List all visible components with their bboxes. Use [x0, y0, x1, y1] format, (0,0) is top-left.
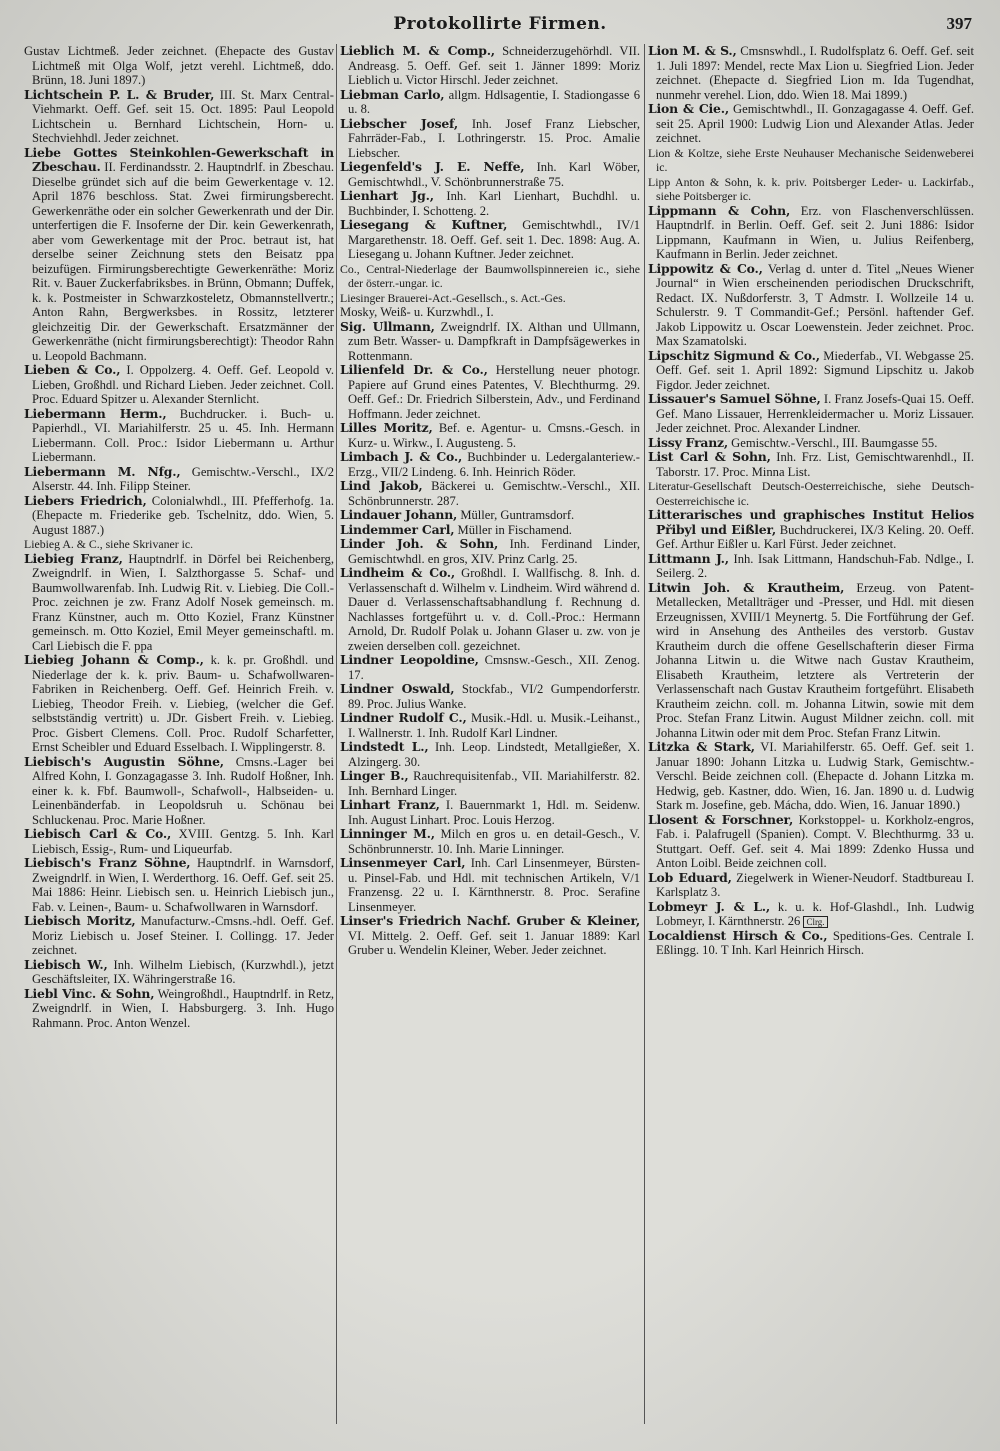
directory-entry	[24, 653, 334, 755]
firm-name: Lienhart Jg.,	[340, 188, 434, 203]
directory-entry	[340, 508, 640, 523]
directory-entry	[340, 537, 640, 566]
entry-text: Inh. Frz. List, Gemischtwarenhdl., II. Taborstr. 17. Proc. Minna List.	[656, 450, 974, 479]
firm-name: Lion M. & S.,	[648, 43, 737, 58]
entry-text: Müller in Fischamend.	[457, 522, 572, 537]
entry-text: VI. Mariahilferstr. 65. Oeff. Gef. seit 1. Januar 1890: Johann Litzka u. Ludwig Stark, Gemischtw.-Verschl. Beide zeichnen coll. (Ehepacte d. Johann Litzka m. Hedwig, geb. Kastner, ddo. Wien, 16. Jan. 1890 u. d. Ludwig Stark m. Josefine, geb. Mácha, ddo. Wien, 16. Januar 1890.)	[656, 740, 974, 812]
entry-text: Mosky, Weiß- u. Kurzwhdl., I.	[340, 305, 494, 319]
firm-name: Liebers Friedrich,	[24, 492, 147, 508]
entry-text: Gemischtw.-Verschl., IX/2 Alserstr. 44. Inh. Filipp Steiner.	[32, 464, 334, 493]
directory-entry	[340, 856, 640, 914]
entry-text: III. St. Marx Central-Viehmarkt. Oeff. Gef. seit 15. Oct. 1895: Paul Leopold Lichtschein u. Bernhard Lichtschein, Horn- u. Stechviehhdl. Jeder zeichnet.	[32, 87, 334, 145]
directory-entry	[340, 769, 640, 798]
entry-text: Erz. von Flaschenverschlüssen. Hauptndrlf. in Berlin. Oeff. Gef. seit 2. Juni 1886: Isidor Lippmann, Kaufmann in Wien, u. Julius Reifenberg, Kaufmann in Berlin. Jeder zeichnet.	[656, 203, 974, 261]
column-divider	[644, 44, 645, 1424]
directory-entry	[340, 262, 640, 291]
entry-text: Lipp Anton & Sohn, k. k. priv. Poitsberger Leder- u. Lackirfab., siehe Poitsberger ic.	[648, 174, 974, 203]
firm-name: Littmann J.,	[648, 550, 729, 566]
directory-entry	[340, 740, 640, 769]
firm-name: Lindstedt L.,	[340, 739, 429, 754]
entry-text: Inh. Karl Lienhart, Buchdhl. u. Buchbinder, I. Schotteng. 2.	[348, 189, 640, 218]
firm-name: Litterarisches und graphisches Institut Helios Přibyl und Eißler,	[648, 507, 974, 537]
directory-entry	[648, 508, 974, 552]
directory-entry	[24, 494, 334, 538]
firm-name: Lindner Oswald,	[340, 681, 455, 696]
entry-text: Zweigndrlf. IX. Althan und Ullmann, zum Betr. Wasser- u. Dampfkraft in Dampfsägewerkes in Rottenmann.	[348, 319, 640, 363]
directory-entry	[340, 218, 640, 262]
directory-entry	[24, 537, 334, 552]
directory-entry	[340, 711, 640, 740]
firm-name: Lieblich M. & Comp.,	[340, 43, 495, 58]
entry-text: k. u. k. Hof-Glashdl., Inh. Ludwig Lobmeyr, I. Kärnthnerstr. 26	[656, 899, 975, 928]
firm-name: Litzka & Stark,	[648, 739, 755, 754]
firm-name: Lissauer's Samuel Söhne,	[648, 391, 821, 406]
entry-text: Speditions-Ges. Centrale I. Eßlingg. 10. T Inh. Karl Heinrich Hirsch.	[656, 928, 975, 957]
entry-text: Inh. Isak Littmann, Handschuh-Fab. Ndlge., I. Seilerg. 2.	[656, 551, 974, 580]
page-number: 397	[946, 14, 972, 33]
directory-entry	[24, 44, 334, 88]
entry-text: Buchdruckerei, IX/3 Keling. 20. Oeff. Gef. Arthur Eißler u. Karl Fürst. Jeder zeichnet.	[656, 522, 974, 551]
directory-entry	[340, 798, 640, 827]
firm-name: Liebman Carlo,	[340, 86, 445, 102]
entry-text: Cmsnswhdl., I. Rudolfsplatz 6. Oeff. Gef. seit 1. Juli 1897: Mendel, recte Max Lion u. Siegfried Lion. Jeder zeichnet. (Ehepacte d. Siegfried Lion m. Ida Tugendhat, nunmehr verehel. Lion, ddo. Wien 18. Mai 1899.)	[656, 44, 974, 102]
entry-text: Lion & Koltze, siehe Erste Neuhauser Mechanische Seidenweberei ic.	[648, 145, 974, 174]
firm-name: Linsenmeyer Carl,	[340, 855, 466, 870]
entry-text: Miederfab., VI. Webgasse 25. Oeff. Gef. seit 1. April 1892: Sigmund Lipschitz u. Jakob Figdor. Jeder zeichnet.	[656, 348, 974, 392]
entry-text: I. Oppolzerg. 4. Oeff. Gef. Leopold v. Lieben, Großhdl. und Richard Lieben. Jeder zeichnet. Coll. Proc. Eduard Spitzer u. Alexander Sternlicht.	[32, 363, 334, 406]
entry-text: Ziegelwerk in Wiener-Neudorf. Stadtbureau I. Karlsplatz 3.	[656, 870, 974, 899]
entry-text: I. Franz Josefs-Quai 15. Oeff. Gef. Mano Lissauer, Herrenkleidermacher u. Moriz Lissauer. Jeder zeichnet. Proc. Alexander Lindner.	[656, 392, 974, 435]
entry-text: Cmsns.-Lager bei Alfred Kohn, I. Gonzagagasse 3. Inh. Rudolf Hoßner, Inh. einer k. k. Fbf. Baumwoll-, Schafwoll-, Halbseiden- u. Leinenbänderfab. in Leopoldsruh u. Schönau bei Schluckenau. Proc. Marie Hoßner.	[32, 754, 334, 827]
firm-name: Lilles Moritz,	[340, 420, 433, 435]
entry-text: Gemischtw.-Verschl., III. Baumgasse 55.	[731, 435, 938, 450]
directory-entry	[648, 349, 974, 393]
entry-text: Bef. e. Agentur- u. Cmsns.-Gesch. in Kurz- u. Wirkw., I. Augusteng. 5.	[348, 421, 641, 450]
directory-entry	[24, 755, 334, 828]
firm-name: Lindheim & Co.,	[340, 565, 456, 580]
entry-text: Co., Central-Niederlage der Baumwollspinnereien ic., siehe der österr.-ungar. ic.	[340, 261, 640, 290]
entry-text: Inh. Ferdinand Linder, Gemischtwhdl. en gros, XIV. Prinz Carlg. 25.	[348, 537, 640, 566]
firm-name: Sig. Ullmann,	[340, 318, 435, 334]
column-1	[24, 44, 334, 1030]
firm-name: Lipschitz Sigmund & Co.,	[648, 347, 820, 363]
entry-text: Hauptndrlf. in Warnsdorf, Zweigndrlf. in Wien, I. Werderthorg. 16. Oeff. Gef. seit 25. Mai 1886: Heinr. Liebisch sen. u. Heinrich Liebisch jun., Fab. v. Leinen-, Baum- u. Schafwollwaren in Warnsdorf.	[32, 856, 335, 914]
entry-text: Hauptndrlf. in Dörfel bei Reichenberg, Zweigndrlf. in Wien, I. Salzthorgasse 5. Schaf- und Baumwollwarenfab. Inh. Ludwig Rit. v. Liebieg. Die Coll.-Proc. zeichnen je zw. Franz Adolf Nosek gemeinsch. m. Franz Künstner, auch m. Otto Koziel, Franz Künstner gemeinsch. m. Otto Koziel, Emil Meyer gemeinschaftl. m. Carl Liebisch die F. ppa	[32, 551, 334, 653]
directory-entry	[648, 813, 974, 871]
entry-text: Inh. Karl Wöber, Gemischtwhdl., V. Schönbrunnerstraße 75.	[348, 160, 640, 189]
directory-entry	[24, 552, 334, 654]
column-2	[340, 44, 640, 958]
firm-name: Lion & Cie.,	[648, 101, 729, 116]
directory-entry	[648, 146, 974, 175]
entry-text: Inh. Carl Linsenmeyer, Bürsten- u. Pinsel-Fab. und Hdl. mit technischen Artikeln, V/1 Franzensg. 22 u. I. Kärnthnerstr. 8. Proc. Serafine Linsenmeyer.	[348, 856, 640, 914]
entry-text: Inh. Wilhelm Liebisch, (Kurzwhdl.), jetzt Geschäftsleiter, IX. Währingerstraße 16.	[32, 957, 334, 986]
entry-text: Inh. Leop. Lindstedt, Metallgießer, X. Alzingerg. 30.	[348, 740, 640, 769]
entry-text: Weingroßhdl., Hauptndrlf. in Retz, Zweigndrlf. in Wien, I. Habsburgerg. 3. Inh. Hugo Rahmann. Proc. Anton Wenzel.	[32, 986, 335, 1030]
directory-entry	[340, 653, 640, 682]
directory-entry	[648, 581, 974, 741]
directory-entry	[340, 117, 640, 161]
entry-text: Rauchrequisitenfab., VII. Mariahilferstr. 82. Inh. Bernhard Linger.	[348, 769, 640, 798]
directory-entry	[24, 827, 334, 856]
firm-name: Localdienst Hirsch & Co.,	[648, 927, 828, 943]
directory-entry	[340, 523, 640, 538]
directory-entry	[340, 479, 640, 508]
firm-name: Lind Jakob,	[340, 478, 423, 493]
firm-name: Liebermann M. Nfg.,	[24, 463, 181, 479]
directory-entry	[648, 436, 974, 451]
firm-name: Liebisch W.,	[24, 956, 108, 972]
column-divider	[336, 44, 337, 1424]
entry-text: allgm. Hdlsagentie, I. Stadiongasse 6 u. 8.	[348, 87, 640, 116]
firm-name: Linger B.,	[340, 768, 409, 783]
directory-entry	[648, 552, 974, 581]
entry-text: Erzeug. von Patent-Metallecken, Metallträger und -Presser, und Hdl. mit diesen Erzeugnissen, XVIII/1 Meynertg. 5. Die Fortführung der Gef. wird in Ansehung des Antheiles des verstorb. Gustav Krautheim durch die offene Gesellschafterin dieser Firma Johanna Litwin u. die Witwe nach Gustav Krautheim, Elisabeth Krautheim, letztere als Vertreterin der Verlassenschaft nach Gustav Krautheim fortgeführt. Elisabeth Krautheim zeichn. coll. m. Johanna Litwin, sowie mit dem Proc. Stefan Franz Litwin. August Mildner zeichn. coll. mit Johanna Litwin oder mit dem Proc. Stefan Franz Litwin.	[656, 580, 975, 740]
entry-text: Müller, Guntramsdorf.	[460, 508, 575, 522]
page-header	[0, 8, 1000, 38]
firm-name: Lindner Rudolf C.,	[340, 710, 467, 725]
directory-entry	[648, 929, 974, 958]
firm-name: Lissy Franz,	[648, 434, 728, 450]
firm-name: Liebisch's Augustin Söhne,	[24, 753, 224, 769]
directory-entry	[648, 740, 974, 813]
directory-entry	[340, 291, 640, 306]
entry-text: Milch en gros u. en detail-Gesch., V. Schönbrunnerstr. 10. Inh. Marie Linninger.	[348, 827, 640, 856]
firm-name: Liebisch Moritz,	[24, 913, 136, 928]
firm-name: Lippmann & Cohn,	[648, 202, 791, 218]
entry-text: Herstellung neuer photogr. Papiere auf Grund eines Patentes, V. Blechthurmg. 29. Oeff. Gef.: Dr. Friedrich Silberstein, Adv., und Ferdinand Hoffmann. Jeder zeichnet.	[348, 363, 640, 421]
entry-text: Buchbinder u. Ledergalanteriew.-Erzg., VII/2 Lindeng. 6. Inh. Heinrich Röder.	[348, 450, 640, 479]
firm-name: Linder Joh. & Sohn,	[340, 536, 499, 551]
directory-entry	[340, 682, 640, 711]
entry-text: Großhdl. I. Wallfischg. 8. Inh. d. Verlassenschaft d. Wilhelm v. Lindheim. Wird während d. Dauer d. Verlassenschaftsabhandlung f. Rechnung d. Nachlasses fortgeführt u. v. d. Coll.-Proc.: Hermann Arnold, Dr. Rudolf Polak u. Johann Glaser u. zw. von je zweien derselben coll. gezeichnet.	[348, 566, 641, 653]
entry-text: Buchdrucker. i. Buch- u. Papierhdl., VI. Mariahilferstr. 25 u. 45. Inh. Hermann Liebermann. Coll. Proc.: Isidor Liebermann u. Arthur Liebermann.	[32, 406, 334, 464]
firm-name: Lindauer Johann,	[340, 507, 458, 522]
directory-entry	[340, 320, 640, 364]
directory-entry	[340, 363, 640, 421]
firm-name: Lindner Leopoldine,	[340, 652, 479, 667]
directory-entry	[648, 44, 974, 102]
firm-name: Llosent & Forschner,	[648, 811, 794, 827]
directory-entry	[24, 465, 334, 494]
directory-entry	[340, 566, 640, 653]
firm-name: Lippowitz & Co.,	[648, 260, 763, 276]
firm-name: Lilienfeld Dr. & Co.,	[340, 362, 488, 377]
firm-name: Liebieg Franz,	[24, 550, 123, 566]
entry-text: Gemischtwhdl., II. Gonzagagasse 4. Oeff. Gef. seit 25. April 1900: Ludwig Lion und Alexander Atlas. Jeder zeichnet.	[656, 102, 974, 145]
directory-entry	[340, 44, 640, 88]
directory-entry	[648, 204, 974, 262]
directory-entry	[24, 407, 334, 465]
entry-text: II. Ferdinandsstr. 2. Hauptndrlf. in Zbeschau. Dieselbe gründet sich auf die beim Gewerkentage v. 12. April 1876 beschloss. Stat. Zwei firmirungsberecht. Gewerkenräthe oder ein solcher Gewerkenrath und der Dir. unterfertigen die F. Insoferne der Dir. kein Gewerkenrath, aber vom Gewerkentage mit der Proc. betraut ist, hat derselbe seiner Zeichnung stets den Beisatz ppa beizufügen. Firmirungsberechtigte Gewerkenräthe: Moriz Rit. v. Bauer Zuckerfabriksbes. in Brünn, Obmann; Duffek, k. k. Postmeister in Schwarzkosteletz, Obmannstellvertr.; Anton Rahn, Bergwerksbes. in Rossitz, letzterer gleichzeitig Dir. der Gewerkschaft. Ersatzmänner der Gewerkenräthe (nicht firmirungsberechtigt): Theodor Rahn u. Leopold Bachmann.	[32, 160, 334, 363]
stamp-mark: Clrg.	[803, 916, 827, 928]
entry-text: Musik.-Hdl. u. Musik.-Leihanst., I. Wallnerstr. 1. Inh. Rudolf Karl Lindner.	[348, 711, 640, 740]
entry-text: Schneiderzugehörhdl. VII. Andreasg. 5. Oeff. Gef. seit 1. Jänner 1899: Moriz Lieblich u. Victor Hirschl. Jeder zeichnet.	[348, 44, 640, 87]
firm-name: Lindemmer Carl,	[340, 521, 455, 537]
entry-text: XVIII. Gentzg. 5. Inh. Karl Liebisch, Essig-, Rum- und Liqueurfab.	[32, 827, 334, 856]
entry-text: Gemischtwhdl., IV/1 Margarethenstr. 18. Oeff. Gef. seit 1. Dec. 1898: Aug. A. Liesegang u. Johann Kuftner. Jeder zeichnet.	[348, 218, 640, 261]
directory-entry	[24, 958, 334, 987]
directory-entry	[24, 856, 334, 914]
directory-entry	[648, 262, 974, 349]
directory-entry	[340, 421, 640, 450]
firm-name: Lieben & Co.,	[24, 362, 121, 377]
firm-name: Liebscher Josef,	[340, 115, 459, 131]
column-3	[648, 44, 974, 958]
firm-name: Linser's Friedrich Nachf. Gruber & Kleiner,	[340, 913, 640, 928]
firm-name: List Carl & Sohn,	[648, 449, 771, 464]
entry-text: I. Bauernmarkt 1, Hdl. m. Seidenw. Inh. August Linhart. Proc. Louis Herzog.	[348, 798, 640, 827]
directory-entry	[340, 450, 640, 479]
directory-entry	[648, 175, 974, 204]
firm-name: Limbach J. & Co.,	[340, 449, 463, 464]
entry-text: Inh. Josef Franz Liebscher, Fahrräder-Fab., I. Lothringerstr. 15. Proc. Amalie Liebscher.	[348, 116, 640, 160]
directory-entry	[648, 871, 974, 900]
firm-name: Liebl Vinc. & Sohn,	[24, 985, 155, 1001]
directory-entry	[648, 479, 974, 508]
firm-name: Liebieg Johann & Comp.,	[24, 652, 204, 667]
entry-text: Bäckerei u. Gemischtw.-Verschl., XII. Schönbrunnerstr. 287.	[348, 479, 640, 508]
directory-entry	[340, 88, 640, 117]
firm-name: Linhart Franz,	[340, 797, 440, 812]
directory-entry	[648, 392, 974, 436]
entry-text: Liesinger Brauerei-Act.-Gesellsch., s. Act.-Ges.	[340, 290, 566, 305]
directory-entry	[24, 88, 334, 146]
entry-text: Manufacturw.-Cmsns.-hdl. Oeff. Gef. Moriz Liebisch u. Josef Steiner. I. Collingg. 17. Jeder zeichnet.	[32, 914, 335, 957]
directory-entry	[340, 914, 640, 958]
firm-name: Litwin Joh. & Krautheim,	[648, 579, 845, 595]
entry-text: Gustav Lichtmeß. Jeder zeichnet. (Ehepacte des Gustav Lichtmeß mit Olga Wolf, jetzt verehl. Lichtmeß, ddo. Brünn, 18. Juni 1897.)	[24, 44, 334, 87]
entry-text: Liebieg A. & C., siehe Skrivaner ic.	[24, 537, 194, 551]
directory-entry	[340, 160, 640, 189]
firm-name: Liegenfeld's J. E. Neffe,	[340, 159, 525, 174]
entry-text: Verlag d. unter d. Titel „Neues Wiener Journal“ in Wien erscheinenden periodischen Druckschrift, Redact. IX. Nußdorferstr. 3, T Admstr. I. Wollzeile 14 u. Schulerstr. 9. T Commandit-Gef.; Persönl. haftender Gef. Jakob Lippowitz u. Oscar Loewenstein. Jeder zeichnet. Proc. Max Szamatolski.	[656, 261, 974, 348]
directory-entry	[648, 450, 974, 479]
directory-entry	[648, 900, 974, 929]
entry-text: Stockfab., VI/2 Gumpendorferstr. 89. Proc. Julius Wanke.	[348, 682, 640, 711]
firm-name: Liebisch's Franz Söhne,	[24, 855, 191, 870]
entry-text: Literatur-Gesellschaft Deutsch-Oesterreichische, siehe Deutsch-Oesterreichische ic.	[648, 479, 974, 508]
entry-text: VI. Mittelg. 2. Oeff. Gef. seit 1. Januar 1889: Karl Gruber u. Wendelin Kleiner, Weber. Jeder zeichnet.	[348, 928, 640, 957]
entry-text: Korkstoppel- u. Korkholz-engros, Fab. i. Palafrugell (Spanien). Compt. V. Blechthurmg. 33 u. Stuttgart. Oeff. Gef. seit 4. Mai 1899: Zdenko Hussa und Anton Loibl. Beide zeichnen coll.	[656, 812, 974, 870]
entry-text: Colonialwhdl., III. Pfefferhofg. 1a. (Ehepacte m. Friederike geb. Tschelnitz, ddo. Wien, 5. August 1887.)	[32, 493, 334, 537]
firm-name: Lob Eduard,	[648, 869, 732, 885]
firm-name: Linninger M.,	[340, 826, 435, 841]
directory-entry	[24, 987, 334, 1031]
firm-name: Liebermann Herm.,	[24, 405, 167, 421]
directory-entry	[24, 363, 334, 407]
firm-name: Liebe Gottes Steinkohlen-Gewerkschaft in Zbeschau.	[24, 144, 334, 174]
directory-entry	[340, 305, 640, 320]
entry-text: Cmsnsw.-Gesch., XII. Zenog. 17.	[348, 653, 640, 682]
directory-entry	[340, 827, 640, 856]
running-title: Protokollirte Firmen.	[393, 14, 607, 34]
directory-entry	[648, 102, 974, 146]
directory-entry	[24, 914, 334, 958]
entry-text: k. k. pr. Großhdl. und Niederlage der k. k. priv. Baum- u. Schafwollwaren-Fabriken in Reichenberg. Oeff. Gef. Heinrich Freih. v. Liebieg, Theodor Freih. v. Liebieg, (welcher die Gef. selbstständig vertritt) u. JDr. Gisbert Freih. v. Liebieg. Proc. Gisbert Clemens. Coll. Proc. Rudolf Scharfetter, Ernst Scheibler und Eduard Esselbach. I. Wipplingerstr. 8.	[32, 653, 334, 754]
firm-name: Liebisch Carl & Co.,	[24, 826, 172, 841]
firm-name: Liesegang & Kuftner,	[340, 217, 508, 232]
directory-entry	[340, 189, 640, 218]
firm-name: Lobmeyr J. & L.,	[648, 898, 771, 914]
directory-entry	[24, 146, 334, 364]
firm-name: Lichtschein P. L. & Bruder,	[24, 86, 215, 102]
